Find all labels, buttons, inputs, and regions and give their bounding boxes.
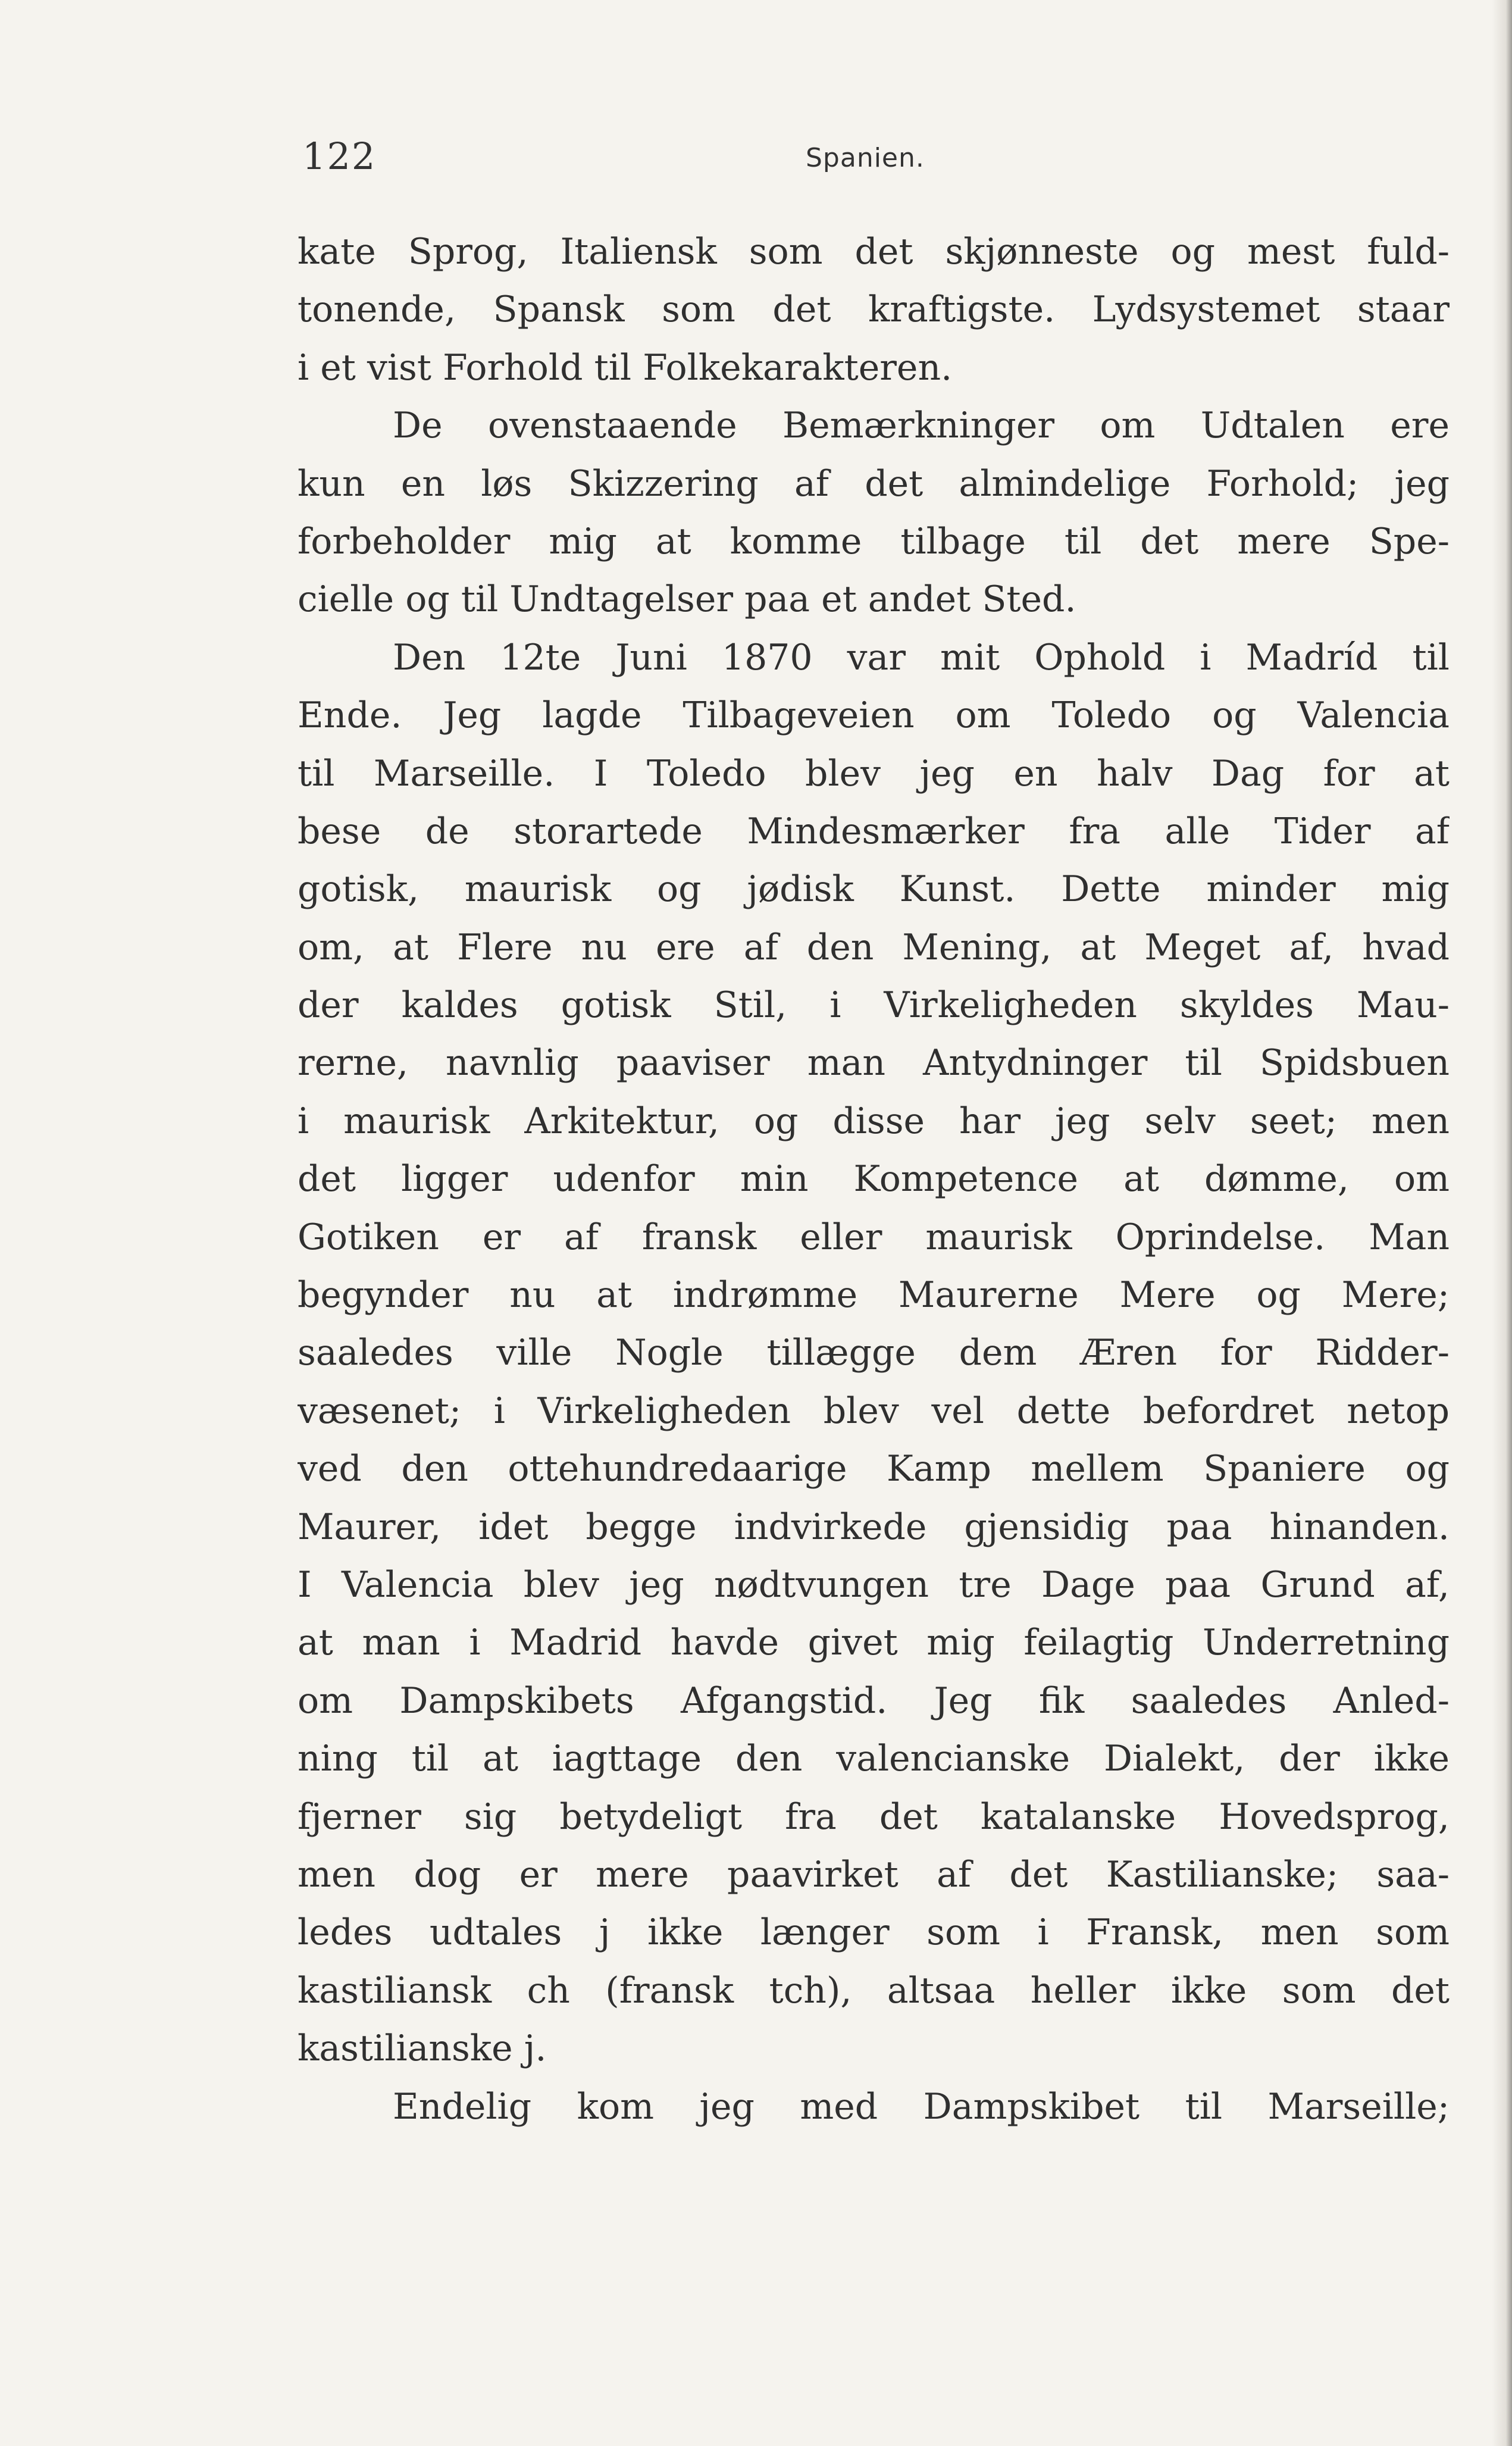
text-line: om Dampskibets Afgangstid. Jeg fik saaledes Anled- xyxy=(298,1679,1450,1722)
text-line: I Valencia blev jeg nødtvungen tre Dage paa Grund af, xyxy=(298,1563,1450,1606)
text-line: ved den ottehundredaarige Kamp mellem Spaniere og xyxy=(298,1448,1450,1490)
text-line: men dog er mere paavirket af det Kastilianske; saa- xyxy=(298,1853,1450,1896)
text-line: kate Sprog, Italiensk som det skjønneste og mest fuld- xyxy=(298,231,1450,273)
text-line: saaledes ville Nogle tillægge dem Æren for Ridder- xyxy=(298,1332,1450,1374)
text-line: Endelig kom jeg med Dampskibet til Marseille; xyxy=(393,2085,1450,2128)
page-number: 122 xyxy=(302,135,377,178)
text-line: rerne, navnlig paaviser man Antydninger til Spidsbuen xyxy=(298,1042,1450,1084)
text-line: Ende. Jeg lagde Tilbageveien om Toledo og Valencia xyxy=(298,695,1450,737)
text-line: i et vist Forhold til Folkekarakteren. xyxy=(298,346,953,389)
page-edge-shadow xyxy=(1492,0,1512,2446)
text-line: væsenet; i Virkeligheden blev vel dette befordret netop xyxy=(298,1390,1450,1432)
text-line: at man i Madrid havde givet mig feilagtig Underretning xyxy=(298,1622,1450,1664)
text-line: cielle og til Undtagelser paa et andet Sted. xyxy=(298,578,1076,621)
text-line: ledes udtales j ikke længer som i Fransk, men som xyxy=(298,1912,1450,1954)
text-line: De ovenstaaende Bemærkninger om Udtalen ere xyxy=(393,405,1450,447)
text-line: om, at Flere nu ere af den Mening, at Meget af, hvad xyxy=(298,926,1450,968)
text-line: bese de storartede Mindesmærker fra alle Tider af xyxy=(298,810,1450,852)
body-text xyxy=(298,223,1450,2136)
text-line: i maurisk Arkitektur, og disse har jeg selv seet; men xyxy=(298,1100,1450,1142)
text-line: begynder nu at indrømme Maurerne Mere og Mere; xyxy=(298,1274,1450,1316)
text-line: kastiliansk ch (fransk tch), altsaa heller ikke som det xyxy=(298,1969,1450,2012)
text-line: gotisk, maurisk og jødisk Kunst. Dette minder mig xyxy=(298,868,1450,911)
text-line: tonende, Spansk som det kraftigste. Lydsystemet staar xyxy=(298,289,1450,331)
text-line: det ligger udenfor min Kompetence at dømme, om xyxy=(298,1158,1450,1200)
text-line: der kaldes gotisk Stil, i Virkeligheden skyldes Mau- xyxy=(298,984,1450,1027)
text-line: til Marseille. I Toledo blev jeg en halv Dag for at xyxy=(298,752,1450,795)
text-line: forbeholder mig at komme tilbage til det mere Spe- xyxy=(298,520,1450,562)
page-header xyxy=(298,130,1450,183)
text-line: kun en løs Skizzering af det almindelige Forhold; jeg xyxy=(298,462,1450,505)
text-line: ning til at iagttage den valencianske Dialekt, der ikke xyxy=(298,1738,1450,1780)
text-line: Den 12te Juni 1870 var mit Ophold i Madríd til xyxy=(393,636,1450,678)
text-line: Gotiken er af fransk eller maurisk Oprindelse. Man xyxy=(298,1216,1450,1258)
text-line: kastilianske j. xyxy=(298,2028,547,2070)
text-line: fjerner sig betydeligt fra det katalanske Hovedsprog, xyxy=(298,1796,1450,1838)
running-head: Spanien. xyxy=(806,143,925,173)
text-line: Maurer, idet begge indvirkede gjensidig paa hinanden. xyxy=(298,1506,1450,1548)
